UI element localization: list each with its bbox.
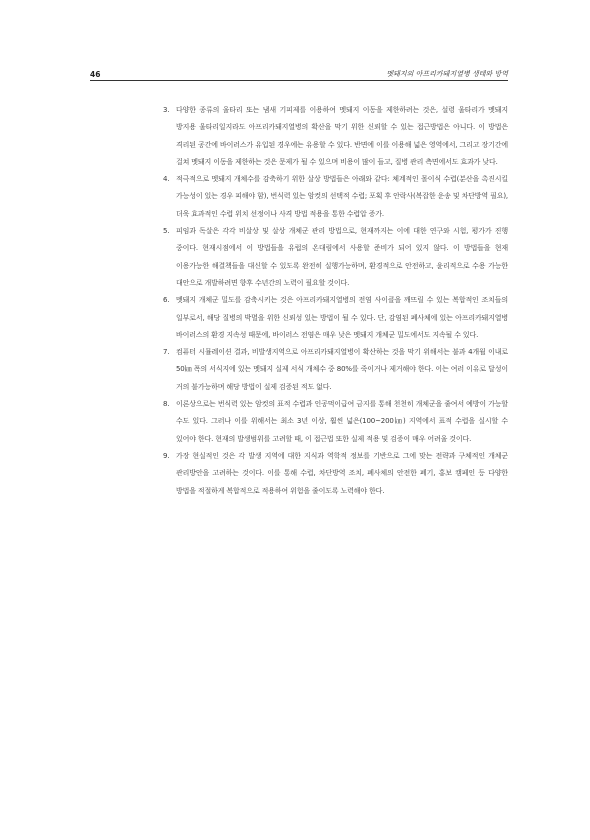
list-item <box>163 223 508 292</box>
running-title: 멧돼지의 아프리카돼지열병 생태와 방역 <box>386 70 508 78</box>
list-item <box>163 292 508 344</box>
item-text: 피임과 독살은 각각 비살상 및 살상 개체군 관리 방법으로, 현재까지는 이에 대한 연구와 시험, 평가가 진행 중이다. 현재시점에서 이 방법들을 유럽의 온대림에서 사용할 준비가 되어 있지 않다. 이 방법들을 현재 이용가능한 해결책들을 대신할 수 있도록 완전히 실행가능하며, 환경적으로 안전하고, 윤리적으로 수용 가능한 대안으로 개발하려면 향후 수년간의 노력이 필요할 것이다. <box>176 227 508 287</box>
list-item <box>163 396 508 448</box>
item-number: 3. <box>163 106 170 114</box>
item-number: 7. <box>163 348 170 357</box>
item-text: 적극적으로 멧돼지 개체수를 감축하기 위한 살상 방법들은 아래와 같다: 체계적인 몰이식 수렵(분산을 촉진시킬 가능성이 있는 경우 피해야 함), 번식력 있는 암컷의 선택적 수렵; 포획 후 안락사(복잡한 운송 및 차단방역 필요), 더욱 효과적인 수렵 위치 선정이나 사격 방법 적용을 통한 수렵압 증가. <box>176 175 508 218</box>
item-text: 컴퓨터 시뮬레이션 결과, 비발생지역으로 아프리카돼지열병이 확산하는 것을 막기 위해서는 불과 4개월 이내로 50㎞ 폭의 서식지에 있는 멧돼지 실제 서식 개체수 중 80%를 죽이거나 제거해야 한다. 이는 여러 이유로 달성이 거의 불가능하며 해당 방법이 실제 검증된 적도 없다. <box>176 348 508 391</box>
list-item <box>163 344 508 396</box>
header-rule <box>90 80 508 81</box>
page-number: 46 <box>90 70 101 79</box>
item-number: 4. <box>163 175 170 184</box>
item-text: 가장 현실적인 것은 각 발생 지역에 대한 지식과 역학적 정보를 기반으로 그에 맞는 전략과 구체적인 개체군 관리방안을 고려하는 것이다. 이를 통해 수렵, 차단방역 조치, 폐사체의 안전한 폐기, 홍보 캠페인 등 다양한 방법을 적절하게 복합적으로 적용하여 위험을 줄이도록 노력해야 한다. <box>176 451 508 495</box>
list-item <box>163 171 508 223</box>
item-text: 멧돼지 개체군 밀도를 감축시키는 것은 아프리카돼지열병의 전염 사이클을 깨뜨릴 수 있는 복합적인 조치들의 일부로서, 해당 질병의 박멸을 위한 신뢰성 있는 방법이 될 수 있다. 단, 감염된 폐사체에 있는 아프리카돼지열병 바이러스의 환경 지속성 때문에, 바이러스 전염은 매우 낮은 멧돼지 개체군 밀도에서도 지속될 수 있다. <box>176 296 508 339</box>
list-item <box>163 102 508 171</box>
item-text: 다양한 종류의 울타리 또는 냄새 기피제를 이용하여 멧돼지 이동을 제한하려는 것은, 설령 울타리가 멧돼지 방지용 울타리일지라도 아프리카돼지열병의 확산을 막기 위한 신뢰할 수 있는 접근방법은 아니다. 이 방법은 격리된 공간에 바이러스가 유입된 경우에는 유용할 수 있다. 반면에 이를 이용해 넓은 영역에서, 그리고 장기간에 걸쳐 멧돼지 이동을 제한하는 것은 문제가 될 수 있으며 비용이 많이 들고, 질병 관리 측면에서도 효과가 낮다. <box>176 106 508 166</box>
page-header <box>90 67 508 79</box>
item-number: 8. <box>163 400 170 409</box>
item-number: 5. <box>163 227 170 236</box>
item-text: 이론상으로는 번식력 있는 암컷의 표적 수렵과 인공먹이급여 금지를 통해 천천히 개체군을 줄여서 예방이 가능할 수도 있다. 그러나 이를 위해서는 최소 3년 이상, 훨씬 넓은(100~200㎞) 지역에서 표적 수렵을 실시할 수 있어야 한다. 현재의 발생범위를 고려할 때, 이 접근법 또한 실제 적용 및 검증이 매우 어려울 것이다. <box>176 400 508 443</box>
item-number: 6. <box>163 296 170 305</box>
item-number: 9. <box>163 451 170 460</box>
numbered-list <box>163 102 508 500</box>
list-item <box>163 448 508 500</box>
